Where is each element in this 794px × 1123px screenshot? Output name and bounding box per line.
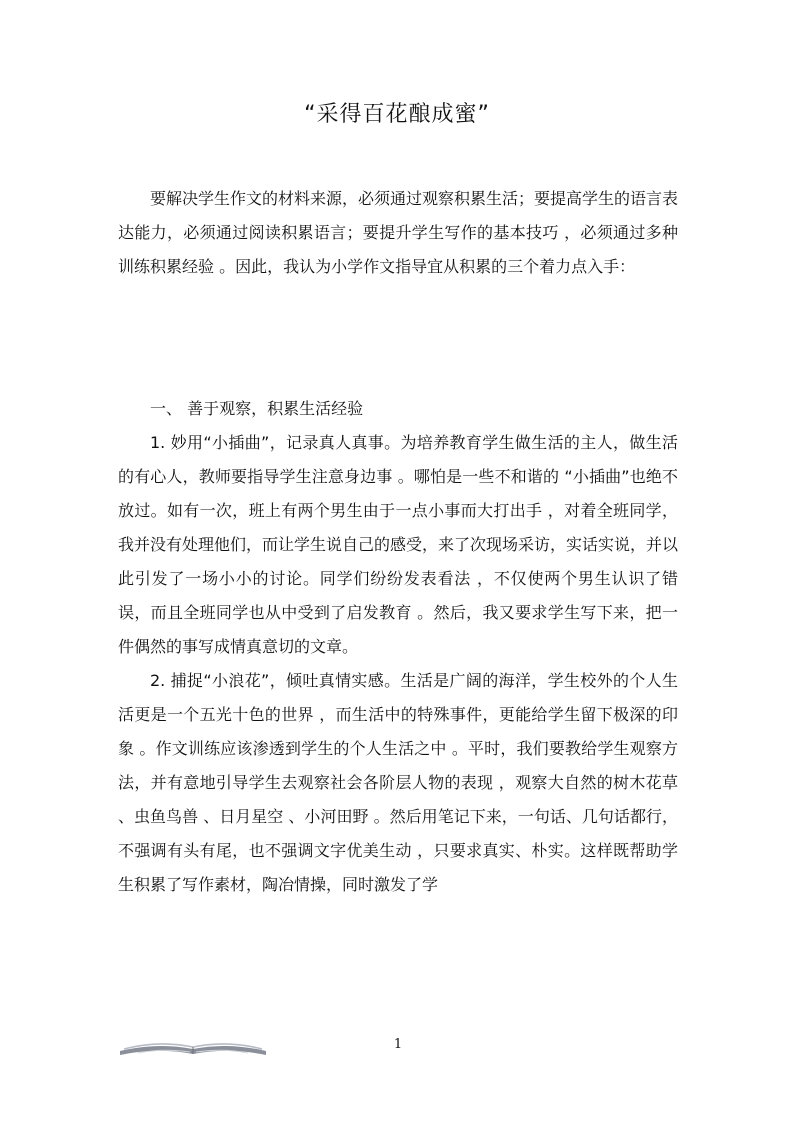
paragraph-1: 1. 妙用“小插曲”，记录真人真事。为培养教育学生做生活的主人，做生活的有心人，教师要指导学生注意身边事 。哪怕是一些不和谐的 “小插曲”也绝不放过。如有一次，班上有两个男生由于一点小事而大打出手 ，对着全班同学，我并没有处理他们，而让学生说自己的感受，来了次现场采访，实话实说，并以此引发了一场小小的讨论。同学们纷纷发表看法 ，不仅使两个男生认识了错误，而且全班同学也从中受到了启发教育 。然后，我又要求学生写下来，把一件偶然的事写成情真意切的文章。 [118, 433, 679, 656]
open-book-icon [118, 1036, 268, 1058]
document-title: “采得百花酿成蜜” [304, 102, 490, 127]
intro-text: 要解决学生作文的材料来源，必须通过观察积累生活；要提高学生的语言表达能力，必须通过阅读积累语言；要提升学生写作的基本技巧 ，必须通过多种训练积累经验 。因此，我认为小学作文指导宜从积累的三个着力点入手： [118, 189, 679, 276]
section-one [118, 392, 678, 902]
section-heading: 一、 善于观察，积累生活经验 [150, 399, 364, 418]
paragraph-2: 2. 捕捉“小浪花”，倾吐真情实感。生活是广阔的海洋，学生校外的个人生活更是一个五光十色的世界 ，而生活中的特殊事件，更能给学生留下极深的印象 。作文训练应该渗透到学生的个人生活之中 。平时，我们要教给学生观察方法，并有意地引导学生去观察社会各阶层人物的表现 ，观察大自然的树木花草 、虫鱼鸟兽 、日月星空 、小河田野 。然后用笔记下来，一句话、几句话都行，不强调有头有尾，也不强调文字优美生动 ，只要求真实、朴实。这样既帮助学生积累了写作素材，陶冶情操，同时激发了学 [118, 671, 678, 894]
page-number: 1 [393, 1037, 403, 1052]
intro-paragraph [118, 182, 678, 284]
